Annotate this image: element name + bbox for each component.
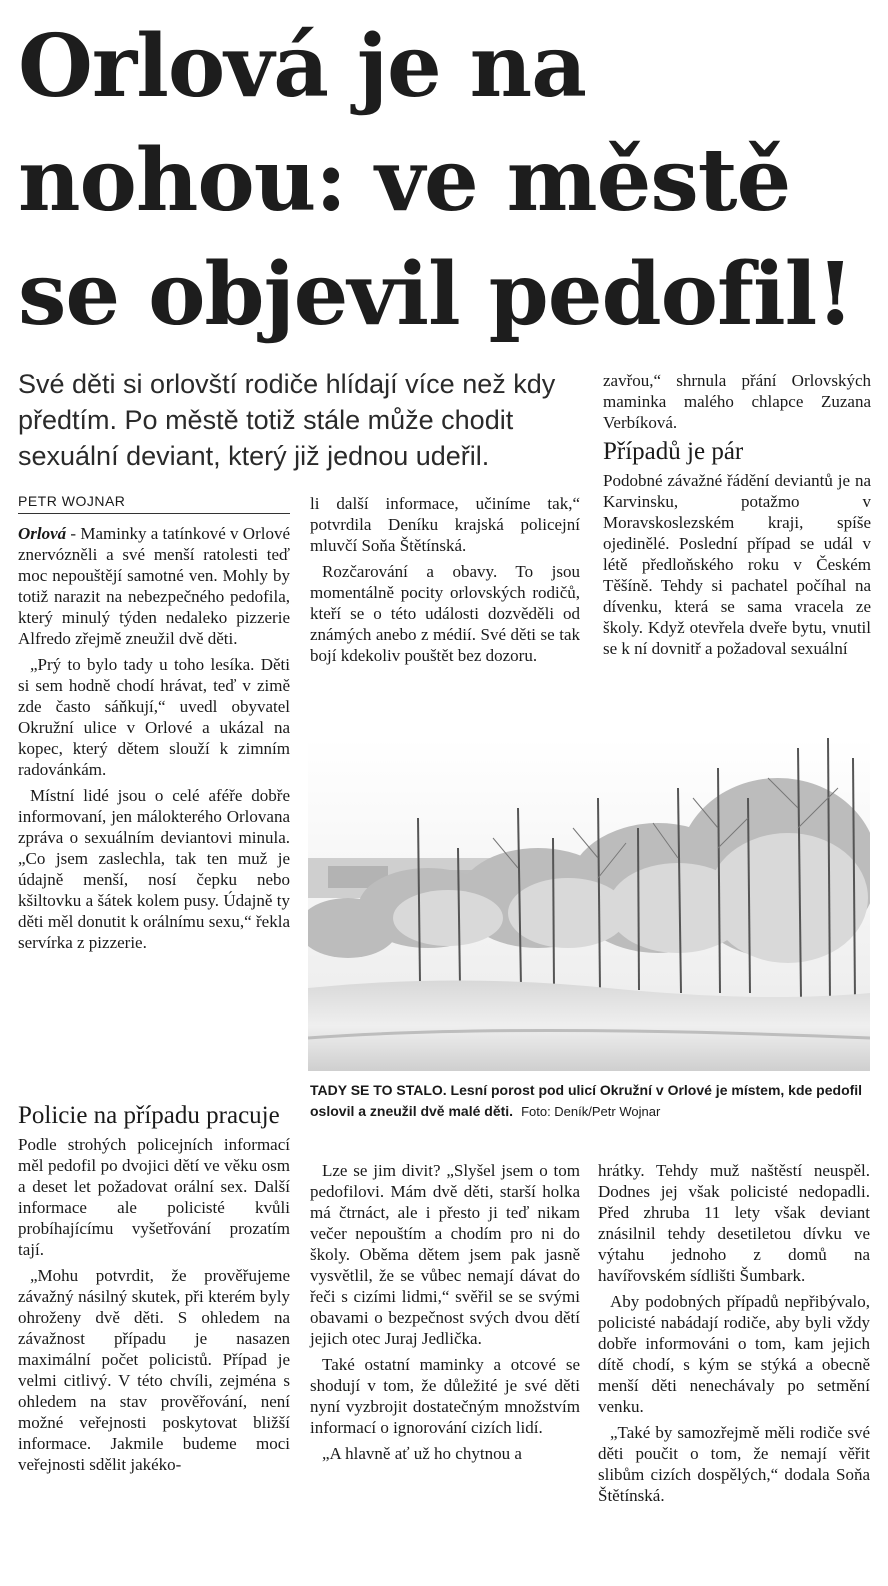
column-2 <box>310 493 580 671</box>
byline: PETR WOJNAR <box>18 491 290 514</box>
photo-credit: Foto: Deník/Petr Wojnar <box>521 1104 661 1119</box>
subheading: Případů je pár <box>603 438 744 465</box>
caption-title: TADY SE TO STALO. <box>310 1082 447 1098</box>
article-paragraph: „Prý to bylo tady u toho lesíka. Děti si sem hodně chodí hrávat, teď v zimě zde často sáňkují,“ uvedl obyvatel Okružní ulice v Orlové a ukázal na kopec, který dětem slouží k zimním radovánkám. <box>18 655 290 779</box>
snowy-forest-photo <box>308 738 870 1071</box>
headline: Orlová je na nohou: ve městě se objevil pedofil! <box>18 16 854 345</box>
column-6 <box>598 1160 870 1511</box>
article-paragraph: „Také by samozřejmě měli rodiče své děti poučit o tom, že nemají věřit slibům cizích dospělých,“ dodala Soňa Štětínská. <box>598 1423 870 1505</box>
article-paragraph <box>18 523 290 649</box>
photo-illustration <box>308 738 870 1071</box>
paragraph-text: - Maminky a tatínkové v Orlové znervózněli a své menší ratolesti teď moc nepouštějí samotné ven. Mohly by totiž narazit na nebezpečného pedofila, který minulý týden nedaleko pizzerie Alfredo zřejmě zneužil dvě děti. <box>18 524 290 648</box>
article-paragraph: Také ostatní maminky a otcové se shodují v tom, že důležité je své děti nyní vyzbrojit dostatečným množstvím informací o ignorování cizích lidí. <box>310 1355 580 1437</box>
article-paragraph: li další informace, učiníme tak,“ potvrdila Deníku krajská policejní mluvčí Soňa Štětínská. <box>310 494 580 555</box>
article-paragraph: „A hlavně ať už ho chytnou a <box>322 1444 522 1463</box>
subheading: Policie na případu pracuje <box>18 1102 280 1129</box>
article-paragraph: Lze se jim divit? „Slyšel jsem o tom pedofilovi. Mám dvě děti, starší holka má čtrnáct, ale i přesto ji teď nikam večer nepouštím a chodím pro ni do školy. Oběma dětem jsem pak jasně vysvětlil, že se vůbec nemají dávat do řeči s cizími lidmi,“ svěřil se se svými obavami o bezpečnost svých dvou dětí jejich otec Juraj Jedlička. <box>310 1161 580 1348</box>
article-paragraph: „Mohu potvrdit, že prověřujeme závažný násilný skutek, při kterém byly ohroženy dvě děti. S ohledem na závažnost případu je nasazen maximální počet policistů. Případ je velmi citlivý. V této chvíli, zejména s ohledem na stav prověřování, není možné veřejnosti poskytovat bližší informace. Jakmile budeme moci veřejnosti sdělit jakéko- <box>18 1266 290 1474</box>
article-paragraph: Podobné závažné řádění deviantů je na Karvinsku, potažmo v Moravskoslezském kraji, spíše ojedinělé. Poslední případ se udál v létě předloňského roku v Českém Těšíně. Tehdy si pachatel počíhal na dívenku, která se sama vracela ze školy. Když otevřela dveře bytu, vnutil se k ní dovnitř a požadoval sexuální <box>603 471 871 658</box>
article-paragraph: Aby podobných případů nepřibývalo, policisté nabádají rodiče, aby byli vždy dobře informováni o tom, kam jejich dítě chodí, s kým se stýká a obecně menší děti nenechávaly po setmění venku. <box>598 1292 870 1416</box>
dateline: Orlová <box>18 524 67 543</box>
column-3 <box>603 370 871 664</box>
photo-caption <box>310 1080 875 1122</box>
column-1 <box>18 523 290 958</box>
lead-paragraph: Své děti si orlovští rodiče hlídají více než kdy předtím. Po městě totiž stále může chodit sexuální deviant, který již jednou udeřil. <box>18 369 556 471</box>
article-paragraph: zavřou,“ shrnula přání Orlovských maminka malého chlapce Zuzana Verbíková. <box>603 371 871 432</box>
article-paragraph: Rozčarování a obavy. To jsou momentálně pocity orlovských rodičů, kteří se o této události dozvěděli od známých anebo z médií. Své děti se tak bojí kdekoliv pouštět bez dozoru. <box>310 562 580 665</box>
column-5 <box>310 1160 580 1469</box>
article-paragraph: hrátky. Tehdy muž naštěstí neuspěl. Dodnes jej však policisté nedopadli. Před zhruba 11 lety však deviant znásilnil tehdy desetiletou dívku ve výtahu jednoho z domů na havířovském sídlišti Šumbark. <box>598 1161 870 1285</box>
caption-text: Lesní porost pod ulicí Okružní v Orlové je místem, kde pedofil oslovil a zneužil dvě malé děti. <box>310 1082 863 1119</box>
article-paragraph: Místní lidé jsou o celé aféře dobře informovaní, jen málokterého Orlovana zpráva o sexuálním deviantovi minula. „Co jsem zaslechla, tak ten muž je údajně menší, nosí čepku nebo kšiltovku a šátek kolem pusy. Údajně ty děti měl donutit k orálnímu sexu,“ řekla servírka z pizzerie. <box>18 786 290 952</box>
article-paragraph: Podle strohých policejních informací měl pedofil po dvojici dětí ve věku osm a deset let požadovat orální sex. Další informace ale policisté kvůli probíhajícímu vyšetřování prozatím tají. <box>18 1135 290 1259</box>
column-4 <box>18 1098 290 1480</box>
